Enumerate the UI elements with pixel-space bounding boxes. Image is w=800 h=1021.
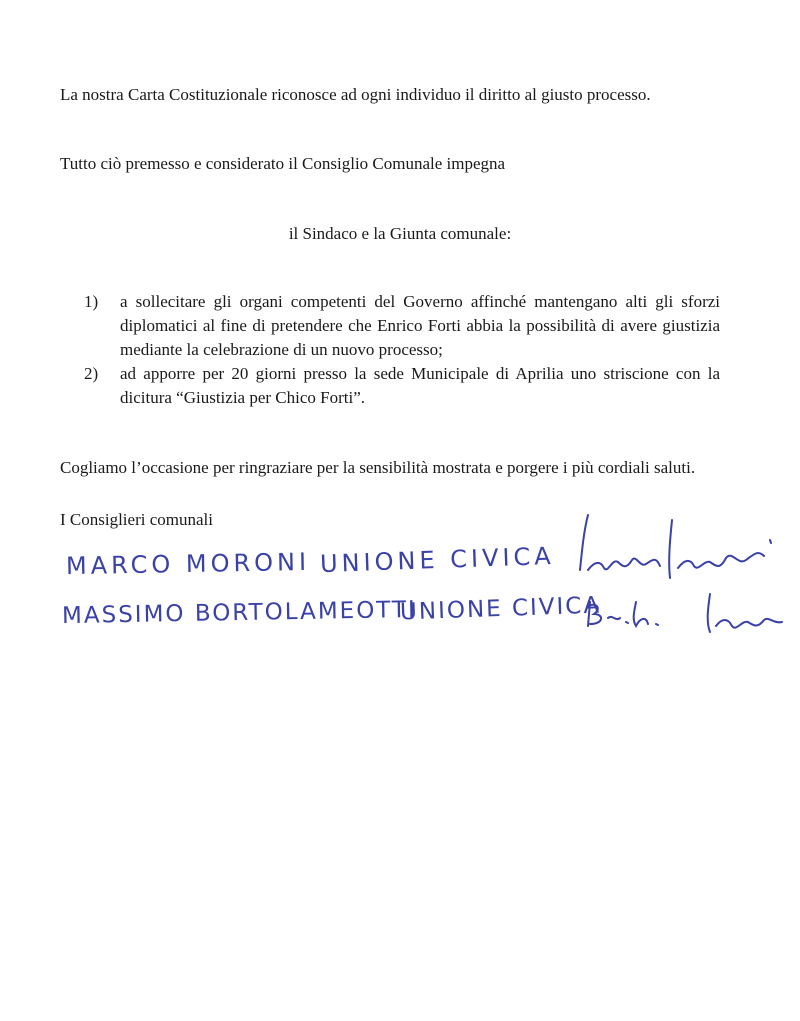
signature-group-1: UNIONE CIVICA [319,541,556,579]
list-item-text: a sollecitare gli organi competenti del Governo affinché mantengano alti gli sforzi diplomatici al fine di pretendere che Enrico Forti abbia la possibilità di avere giustizia mediante la celebrazione di un nuovo processo; [120,292,720,359]
paragraph-premise: Tutto ciò premesso e considerato il Consiglio Comunale impegna [60,154,506,173]
list-item-number: 1) [84,292,99,311]
commitments-list [84,290,720,410]
signature-name-2: MASSIMO BORTOLAMEOTTI [61,596,417,630]
signatories-label: I Consiglieri comunali [60,510,213,529]
signature-group-2: UNIONE CIVICA [399,592,602,626]
closing-paragraph: Cogliamo l’occasione per ringraziare per la sensibilità mostrata e porgere i più cordiali saluti. [60,458,696,477]
handwritten-signature-2 [560,588,790,638]
list-item [84,362,720,410]
list-item [84,290,720,362]
signature-name-1: MARCO MORONI [65,547,311,581]
handwritten-signature-1 [560,510,790,580]
addressee-line: il Sindaco e la Giunta comunale: [288,224,512,243]
list-item-text: ad apporre per 20 giorni presso la sede Municipale di Aprilia uno striscione con la dicitura “Giustizia per Chico Forti”. [120,364,720,407]
paragraph-constitution: La nostra Carta Costituzionale riconosce ad ogni individuo il diritto al giusto processo. [60,85,651,104]
list-item-number: 2) [84,364,99,383]
